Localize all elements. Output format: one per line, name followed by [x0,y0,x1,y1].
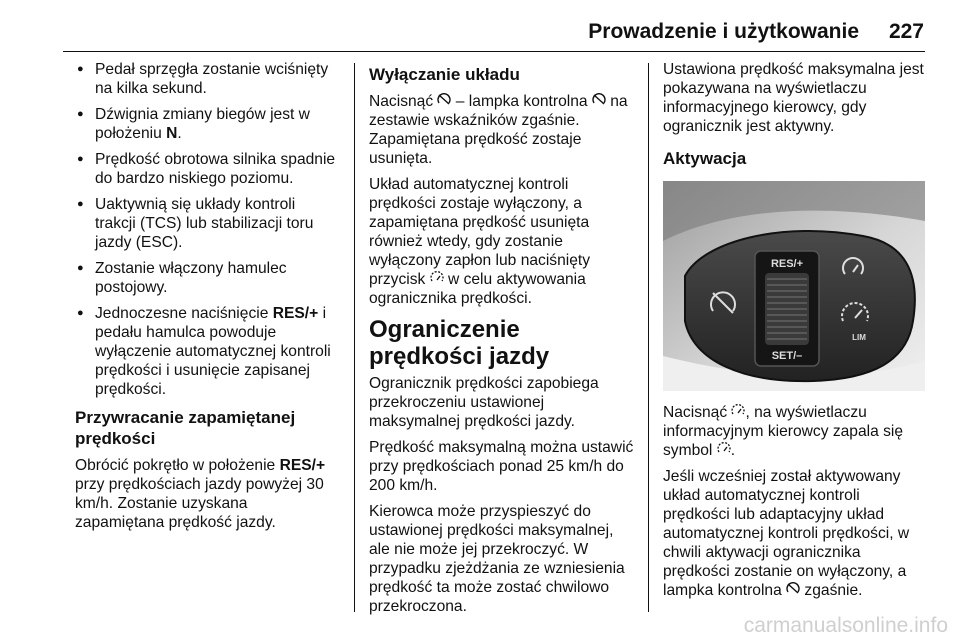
speed-limiter-icon [717,441,731,460]
list-item: ● Dźwignia zmiany biegów jest w położeniu N. [75,105,340,143]
lim-label: LIM [852,333,866,342]
cruise-control-off-icon [786,581,800,600]
list-item: ● Zostanie włączony hamulec postojowy. [75,259,340,297]
cruise-control-off-icon [592,92,606,111]
section-title: Ograniczenie prędkości jazdy [369,316,550,370]
section-heading: Aktywacja [663,149,747,168]
paragraph: Jeśli wcześniej został aktywowany układ automatycznej kontroli prędkości lub adaptacyjny układ automatycznej kontroli prędkości, w chwili aktywacji ogranicznika prędkości zostanie on wyłączony, a lampka kontrolna zgaśnie. [663,468,910,599]
column-divider [354,63,355,612]
list-item: ● Prędkość obrotowa silnika spadnie do bardzo niskiego poziomu. [75,150,340,188]
steering-wheel-controls-photo [663,181,925,391]
paragraph: Kierowca może przyspieszyć do ustawionej prędkości maksymalnej, ale nie może jej przekroczyć. W przypadku zjeżdżania ze wzniesienia prędkość ta może zostać chwilowo przekroczona. [369,503,625,615]
paragraph: Ustawiona prędkość maksymalna jest pokazywana na wyświetlaczu informacyjnego kierowcy, gdy ogranicznik jest aktywny. [663,61,924,135]
paragraph: Prędkość maksymalną można ustawić przy prędkościach ponad 25 km/h do 200 km/h. [369,439,634,494]
column-1 [75,60,340,539]
set-label: SET/– [771,350,803,362]
res-label: RES/+ [770,258,804,270]
list-item: ● Uaktywnią się układy kontroli trakcji (TCS) lub stabilizacji toru jazdy (ESC). [75,195,340,252]
speed-limiter-icon [430,270,444,289]
list-item: ● Jednoczesne naciśnięcie RES/+ i pedału hamulca powoduje wyłączenie automatycznej kontroli prędkości i usunięcie zapisanej prędkości. [75,304,340,399]
speed-limiter-icon [731,403,745,422]
paragraph: Obrócić pokrętło w położenie RES/+ przy prędkościach jazdy powyżej 30 km/h. Zostanie uzyskana zapamiętana prędkość jazdy. [75,457,326,531]
paragraph: Układ automatycznej kontroli prędkości zostaje wyłączony, a zapamiętana prędkość usunięta również wtedy, gdy zostanie wyłączony zapłon lub naciśnięty przycisk w celu aktywowania ogranicznika prędkości. [369,176,591,307]
cruise-control-off-icon [437,92,451,111]
column-2 [369,60,634,623]
section-heading: Przywracanie zapamiętanej prędkości [75,408,296,448]
column-divider [648,63,649,612]
condition-list [75,60,340,399]
header-title: Prowadzenie i użytkowanie [588,20,859,43]
column-3 [663,60,928,607]
paragraph: Nacisnąć – lampka kontrolna na zestawie wskaźników zgaśnie. Zapamiętana prędkość zostaje usunięta. [369,93,628,167]
page-number: 227 [888,20,924,43]
paragraph: Nacisnąć , na wyświetlaczu informacyjnym kierowcy zapala się symbol . [663,404,904,459]
header-divider [63,51,925,52]
section-heading: Wyłączanie układu [369,65,520,84]
watermark: carmanualsonline.info [743,614,948,637]
paragraph: Ogranicznik prędkości zapobiega przekroczeniu ustawionej maksymalnej prędkości jazdy. [369,375,599,430]
list-item: ● Pedał sprzęgła zostanie wciśnięty na kilka sekund. [75,60,340,98]
